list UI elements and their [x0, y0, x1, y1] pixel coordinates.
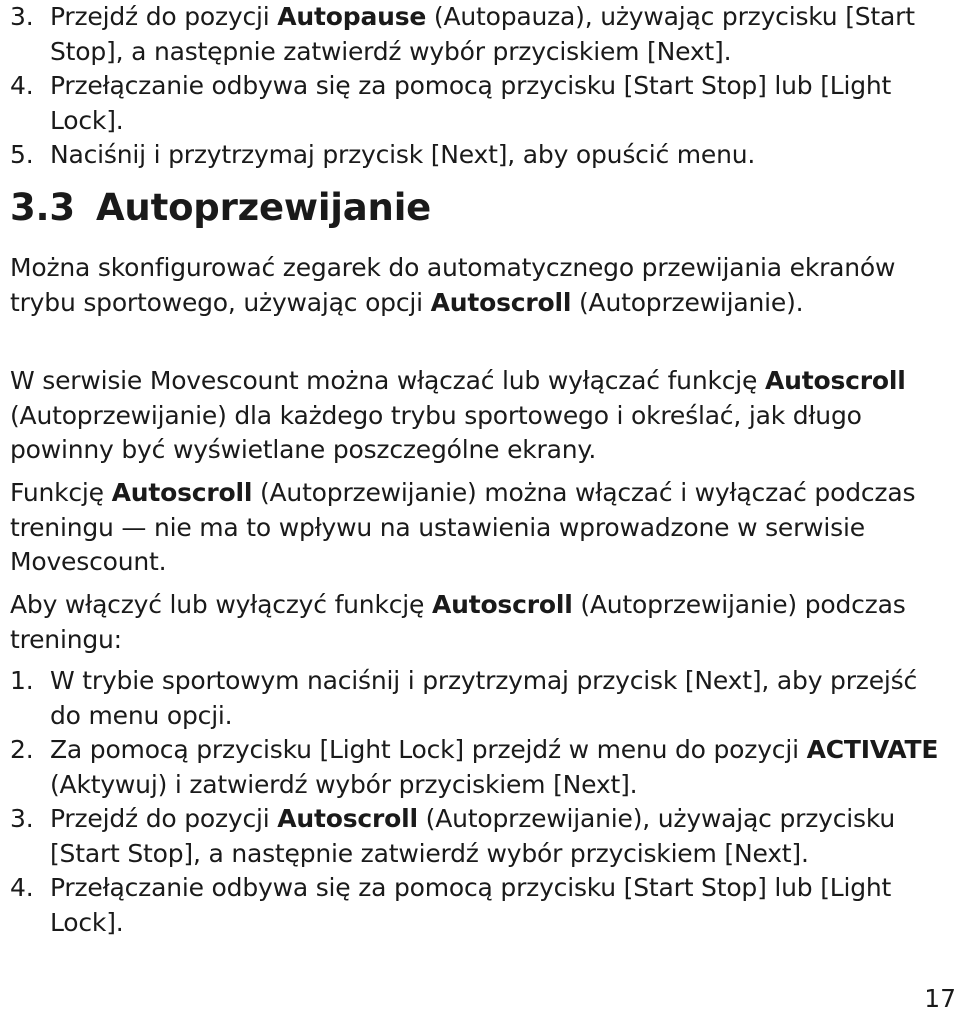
list-item [10, 733, 940, 802]
section-number: 3.3 [10, 186, 75, 229]
step-text: Naciśnij i przytrzymaj przycisk [Next], aby opuścić menu. [50, 140, 756, 169]
paragraph-instructions: Aby włączyć lub wyłączyć funkcję Autoscroll (Autoprzewijanie) podczas treningu: [10, 590, 906, 654]
list-item [10, 69, 940, 138]
step-number: 3. [10, 2, 34, 31]
step-number: 5. [10, 140, 34, 169]
list-item [10, 802, 940, 871]
paragraph-training: Funkcję Autoscroll (Autoprzewijanie) można włączać i wyłączać podczas treningu — nie ma to wpływu na ustawienia wprowadzone w serwisie Movescount. [10, 478, 916, 576]
step-number: 2. [10, 735, 34, 764]
intro-steps-list [10, 0, 940, 173]
step-text: Przejdź do pozycji Autoscroll (Autoprzewijanie), używając przycisku [Start Stop], a następnie zatwierdź wybór przyciskiem [Next]. [50, 804, 895, 868]
list-item [10, 664, 940, 733]
section-title: Autoprzewijanie [96, 186, 432, 229]
step-text: Przełączanie odbywa się za pomocą przycisku [Start Stop] lub [Light Lock]. [50, 71, 892, 135]
list-item [10, 871, 940, 940]
list-item [10, 138, 940, 173]
option-name: ACTIVATE [806, 735, 939, 764]
section-heading [10, 183, 431, 233]
option-name: Autoscroll [764, 366, 906, 395]
step-text: Przełączanie odbywa się za pomocą przycisku [Start Stop] lub [Light Lock]. [50, 873, 892, 937]
step-text: Przejdź do pozycji Autopause (Autopauza), używając przycisku [Start Stop], a następnie zatwierdź wybór przyciskiem [Next]. [50, 2, 915, 66]
step-text: W trybie sportowym naciśnij i przytrzymaj przycisk [Next], aby przejść do menu opcji. [50, 666, 918, 730]
option-name: Autoscroll [431, 590, 573, 619]
option-name: Autoscroll [111, 478, 253, 507]
step-number: 3. [10, 804, 34, 833]
step-text: Za pomocą przycisku [Light Lock] przejdź w menu do pozycji ACTIVATE (Aktywuj) i zatwierdź wybór przyciskiem [Next]. [50, 735, 939, 799]
steps-list [10, 664, 940, 940]
paragraph-movescount: W serwisie Movescount można włączać lub wyłączać funkcję Autoscroll (Autoprzewijanie) dla każdego trybu sportowego i określać, jak długo powinny być wyświetlane poszczególne ekrany. [10, 366, 906, 464]
step-number: 4. [10, 873, 34, 902]
option-name: Autoscroll [277, 804, 418, 833]
option-name: Autoscroll [430, 287, 572, 317]
list-item [10, 0, 940, 69]
step-number: 1. [10, 666, 34, 695]
page-number: 17 [924, 984, 956, 1013]
paragraph-intro: Można skonfigurować zegarek do automatycznego przewijania ekranów trybu sportowego, używając opcji Autoscroll (Autoprzewijanie). [10, 253, 896, 317]
option-name: Autopause [277, 2, 427, 31]
step-number: 4. [10, 71, 34, 100]
